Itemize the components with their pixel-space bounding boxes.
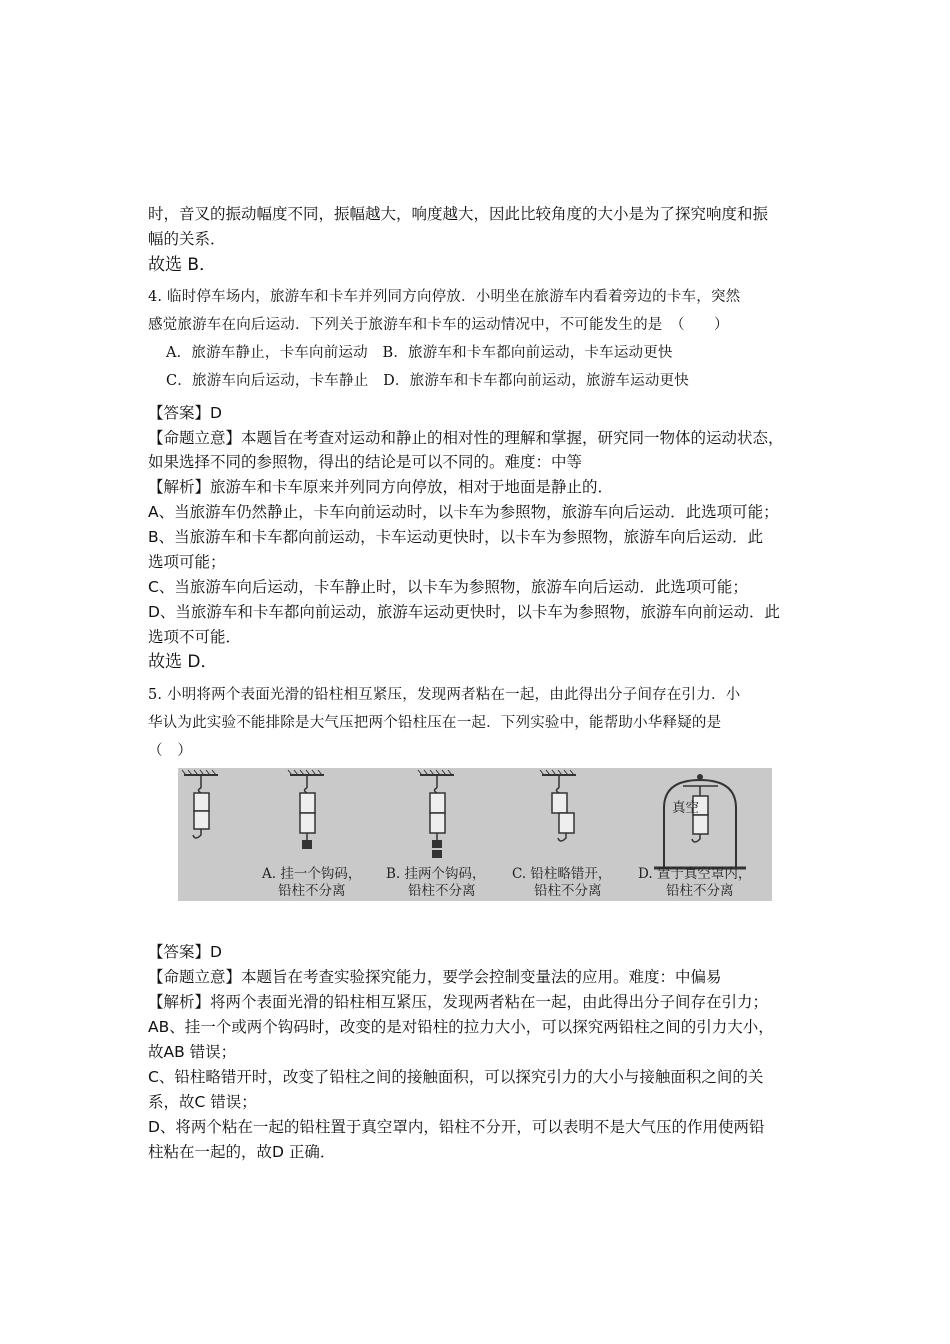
q4-options: A．旅游车静止，卡车向前运动 B．旅游车和卡车都向前运动，卡车运动更快 bbox=[166, 345, 673, 361]
analysis-line: D、将两个粘在一起的铅柱置于真空罩内，铅柱不分开，可以表明不是大气压的作用使两铅 bbox=[148, 1118, 765, 1136]
answer-line: 【答案】D bbox=[148, 404, 222, 422]
q4-stem: 感觉旅游车在向后运动．下列关于旅游车和卡车的运动情况中，不可能发生的是 （ ） bbox=[148, 317, 729, 333]
analysis-line: 系，故C 错误； bbox=[148, 1093, 257, 1111]
q4-stem: 4. 临时停车场内，旅游车和卡车并列同方向停放．小明坐在旅游车内看着旁边的卡车，突然 bbox=[148, 289, 741, 305]
answer-line: 【答案】D bbox=[148, 943, 222, 961]
setup-vacuum-jar bbox=[654, 774, 746, 868]
analysis-line: 选项不可能． bbox=[148, 628, 242, 646]
caption-b-line1: B. 挂两个钩码， bbox=[386, 866, 486, 882]
q4-options: C．旅游车向后运动，卡车静止 D．旅游车和卡车都向前运动，旅游车运动更快 bbox=[166, 373, 689, 389]
analysis-line: A、当旅游车仍然静止，卡车向前运动时，以卡车为参照物，旅游车向后运动．此选项可能； bbox=[148, 503, 779, 521]
q5-stem: （ ） bbox=[148, 743, 193, 759]
caption-b-line2: 铅柱不分离 bbox=[408, 883, 476, 899]
analysis-line: 【解析】将两个表面光滑的铅柱相互紧压，发现两者粘在一起，由此得出分子间存在引力； bbox=[148, 993, 769, 1011]
caption-a-line2: 铅柱不分离 bbox=[278, 883, 346, 899]
analysis-line: C、铅柱略错开时，改变了铅柱之间的接触面积，可以探究引力的大小与接触面积之间的关 bbox=[148, 1068, 764, 1086]
choose-line: 故选 B． bbox=[148, 255, 217, 275]
analysis-line: B、当旅游车和卡车都向前运动，卡车运动更快时，以卡车为参照物，旅游车向后运动．此 bbox=[148, 528, 764, 546]
analysis-line: AB、挂一个或两个钩码时，改变的是对铅柱的拉力大小，可以探究两铅柱之间的引力大小， bbox=[148, 1018, 774, 1036]
text-line: 幅的关系． bbox=[148, 230, 226, 248]
q5-stem: 华认为此实验不能排除是大气压把两个铅柱压在一起．下列实验中，能帮助小华释疑的是 bbox=[148, 715, 722, 731]
analysis-line: D、当旅游车和卡车都向前运动，旅游车运动更快时，以卡车为参照物，旅游车向前运动．此 bbox=[148, 603, 780, 621]
analysis-line: 选项可能； bbox=[148, 553, 226, 571]
setup-a-plain bbox=[182, 770, 218, 838]
setup-one-weight bbox=[288, 770, 324, 849]
setup-two-weights bbox=[418, 770, 454, 858]
intent-line: 【命题立意】本题旨在考查对运动和静止的相对性的理解和掌握，研究同一物体的运动状态， bbox=[148, 429, 784, 447]
analysis-line: 故AB 错误； bbox=[148, 1043, 237, 1061]
caption-d-line2: 铅柱不分离 bbox=[666, 883, 734, 899]
caption-c-line2: 铅柱不分离 bbox=[534, 883, 602, 899]
experiment-figure bbox=[178, 768, 772, 901]
caption-c-line1: C. 铅柱略错开， bbox=[512, 866, 612, 882]
intent-line: 如果选择不同的参照物，得出的结论是可以不同的。难度：中等 bbox=[148, 453, 583, 471]
analysis-line: 【解析】旅游车和卡车原来并列同方向停放，相对于地面是静止的． bbox=[148, 478, 614, 496]
caption-d-line1: D. 置于真空罩内， bbox=[638, 866, 752, 882]
vacuum-label: 真空 bbox=[672, 800, 699, 816]
intent-line: 【命题立意】本题旨在考查实验探究能力，要学会控制变量法的应用。难度：中偏易 bbox=[148, 968, 722, 986]
analysis-line: C、当旅游车向后运动，卡车静止时，以卡车为参照物，旅游车向后运动．此选项可能； bbox=[148, 578, 748, 596]
q5-stem: 5. 小明将两个表面光滑的铅柱相互紧压，发现两者粘在一起，由此得出分子间存在引力．小 bbox=[148, 687, 741, 703]
text-line: 时，音叉的振动幅度不同，振幅越大，响度越大，因此比较角度的大小是为了探究响度和振 bbox=[148, 205, 769, 223]
setup-offset bbox=[540, 770, 576, 841]
choose-line: 故选 D． bbox=[148, 652, 218, 672]
analysis-line: 柱粘在一起的，故D 正确． bbox=[148, 1143, 336, 1161]
caption-a-line1: A. 挂一个钩码， bbox=[262, 866, 362, 882]
